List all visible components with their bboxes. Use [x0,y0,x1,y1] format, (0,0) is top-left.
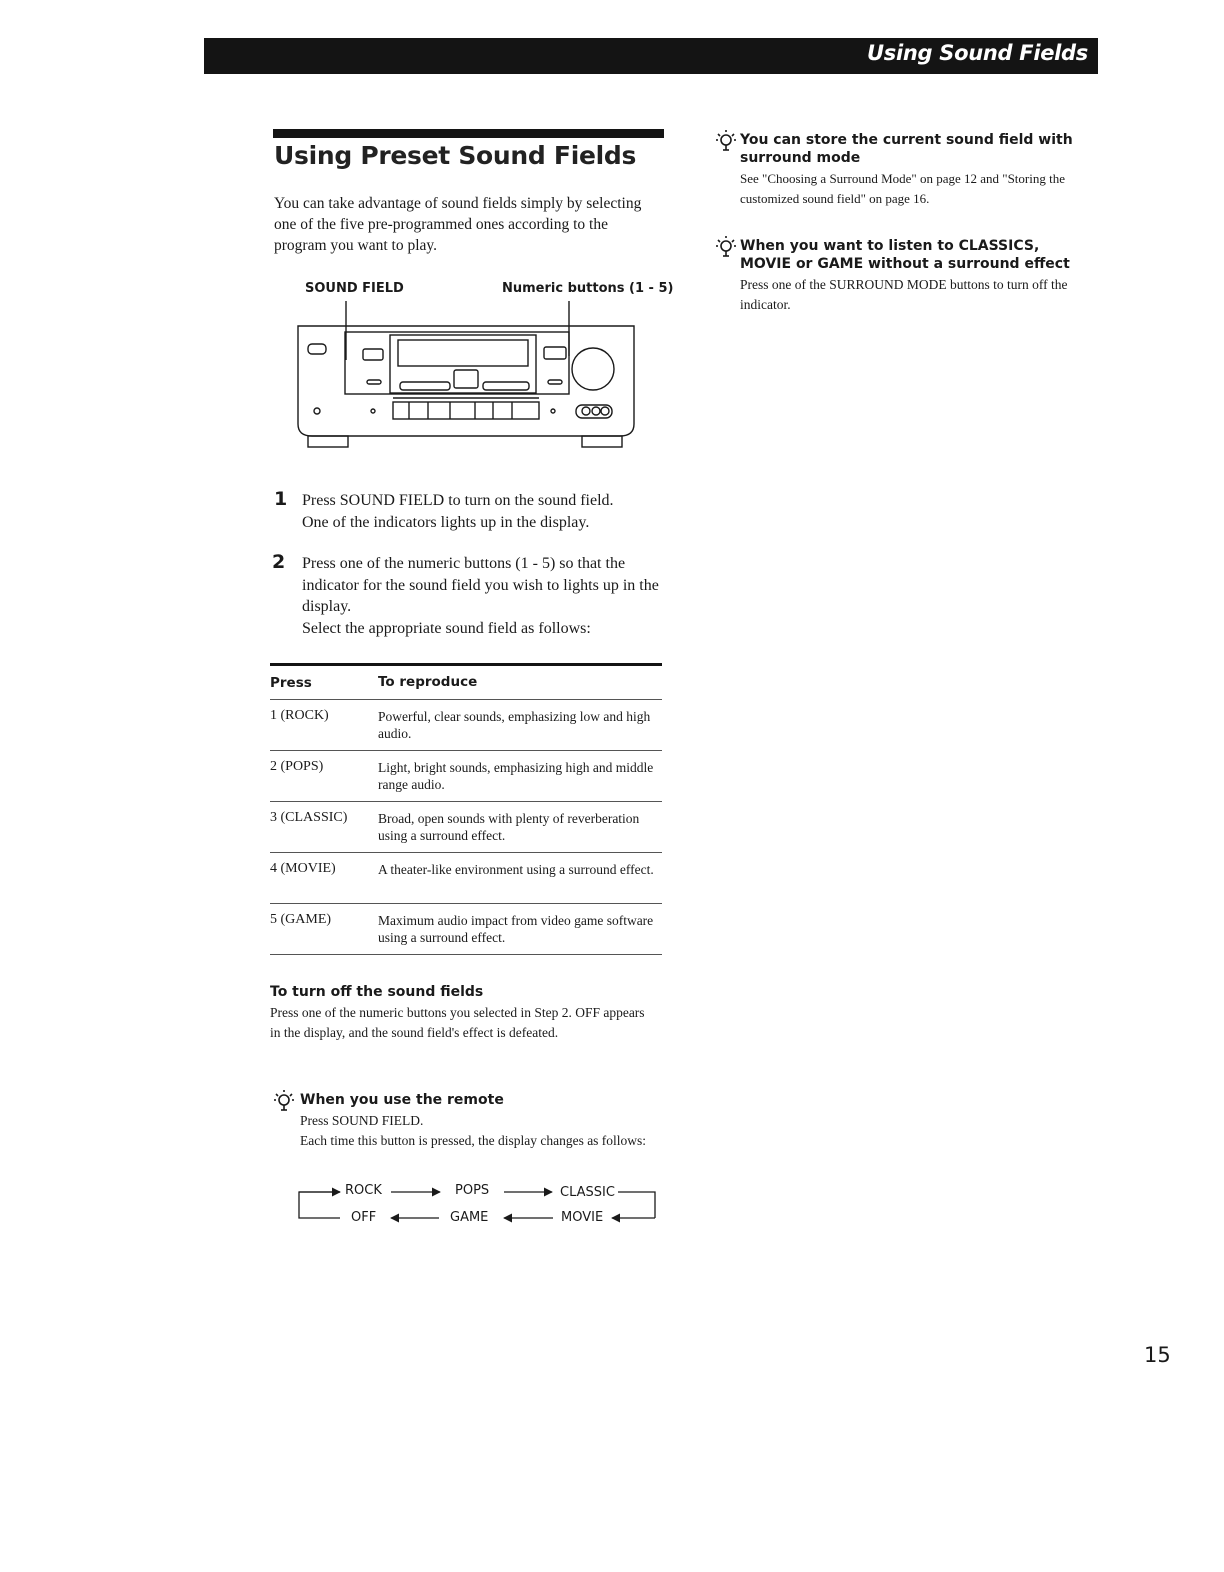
diagram-label-sound-field: SOUND FIELD [305,281,404,296]
flow-label-movie: MOVIE [561,1210,604,1225]
numeric-buttons [393,402,539,419]
left-foot [308,436,348,447]
table-header-to-reproduce: To reproduce [378,674,478,690]
cycle-right-bracket [618,1192,655,1218]
table-cell-description: Broad, open sounds with plenty of reverberation using a surround effect. [378,811,640,843]
cycle-left-bracket [299,1192,340,1218]
remote-tip-heading: When you use the remote [300,1092,504,1108]
display-window [398,340,528,366]
table-cell-press: 3 (CLASSIC) [270,810,348,825]
flow-label-game: GAME [450,1210,489,1225]
table-cell-description: Maximum audio impact from video game software using a surround effect. [378,913,654,945]
table-cell-press: 2 (POPS) [270,759,324,774]
step-2-line-1: Press one of the numeric buttons (1 - 5) so that the indicator for the sound field you wish to lights up in the display. [302,555,659,615]
flow-label-classic: CLASSIC [560,1185,615,1200]
turn-off-text: Press one of the numeric buttons you selected in Step 2. OFF appears in the display, and the sound field's effect is defeated. [270,1005,645,1040]
table-header-row [270,666,662,700]
volume-knob [572,348,614,390]
section-header-bar [204,38,1098,74]
turn-off-heading: To turn off the sound fields [270,984,484,1000]
tip-2-text: Press one of the SURROUND MODE buttons to turn off the indicator. [740,277,1068,312]
table-row [270,904,662,955]
table-row [270,700,662,751]
step-1-line-2: One of the indicators lights up in the display. [302,513,590,531]
table-cell-description: A theater-like environment using a surround effect. [378,862,654,877]
tip-2-heading: When you want to listen to CLASSICS, MOVIE or GAME without a surround effect [740,238,1070,272]
remote-tip-line-2: Each time this button is pressed, the display changes as follows: [300,1133,647,1148]
tip-1-text: See "Choosing a Surround Mode" on page 12 and "Storing the customized sound field" on page 16. [740,171,1065,206]
step-1-text [302,490,672,533]
step-number-1: 1 [274,488,288,510]
table-row [270,853,662,904]
lightbulb-tip-icon [714,128,738,154]
flow-label-rock: ROCK [345,1183,382,1198]
flow-label-off: OFF [351,1210,377,1225]
table-row [270,751,662,802]
table-cell-description: Light, bright sounds, emphasizing high and middle range audio. [378,760,654,792]
sound-field-table [270,663,662,955]
step-2-line-2: Select the appropriate sound field as follows: [302,619,591,637]
title-rule [273,129,664,138]
table-cell-press: 4 (MOVIE) [270,861,336,876]
step-1-line-1: Press SOUND FIELD to turn on the sound field. [302,492,614,509]
table-cell-press: 5 (GAME) [270,912,332,927]
table-header-press: Press [270,674,312,691]
diagram-label-numeric-buttons: Numeric buttons (1 - 5) [502,281,674,296]
power-button [308,344,326,354]
tip-1-heading: You can store the current sound field with surround mode [740,132,1073,166]
lightbulb-tip-icon [272,1088,296,1114]
receiver-front-panel-diagram [290,298,645,458]
remote-tip-line-1: Press SOUND FIELD. [300,1113,424,1128]
table-row [270,802,662,853]
step-number-2: 2 [272,551,286,573]
page-title: Using Preset Sound Fields [274,141,637,170]
table-cell-description: Powerful, clear sounds, emphasizing low and high audio. [378,709,651,741]
page-number: 15 [1144,1343,1171,1367]
section-title: Using Sound Fields [867,41,1088,65]
right-foot [582,436,622,447]
lightbulb-tip-icon [714,234,738,260]
step-2-text [302,553,664,639]
table-cell-press: 1 (ROCK) [270,708,329,723]
flow-label-pops: POPS [455,1183,490,1198]
intro-paragraph: You can take advantage of sound fields simply by selecting one of the five pre-programmed ones according to the program you want to play. [274,195,642,254]
